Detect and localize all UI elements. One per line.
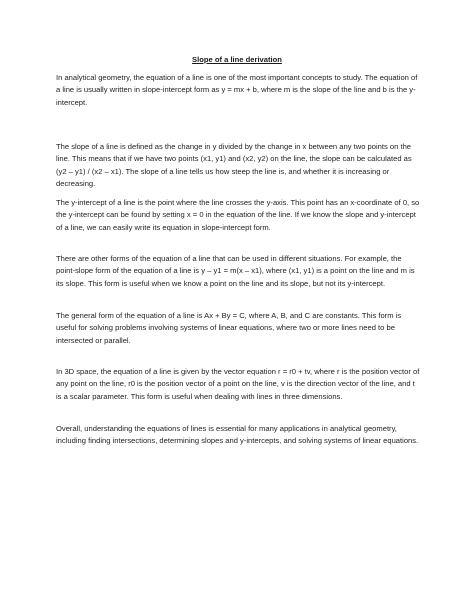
paragraph-slope-definition: The slope of a line is defined as the change in y divided by the change in x between any two points on the line. This means that if we have two points (x1, y1) and (x2, y2) on the line, the slope can be calculated as (y2 – y1) / (x2 – x1). The slope of a line tells us how steep the line is, and whether it is increasing or decreasing. [56, 142, 412, 189]
document-title: Slope of a line derivation [192, 55, 282, 64]
paragraph-intro: In analytical geometry, the equation of a line is one of the most important concepts to study. The equation of a line is usually written in slope-intercept form as y = mx + b, where m is the slope of the line and b is the y-intercept. [56, 73, 418, 107]
paragraph-point-slope-form: There are other forms of the equation of a line that can be used in different situations. For example, the point-slope form of the equation of a line is y – y1 = m(x – x1), where (x1, y1) is a point on the line and m is its slope. This form is useful when we know a point on the line and its slope, but not its y-intercept. [56, 254, 415, 288]
paragraph-conclusion: Overall, understanding the equations of lines is essential for many applications in analytical geometry, including finding intersections, determining slopes and y-intercepts, and solving systems of linear equations. [56, 424, 419, 446]
paragraph-general-form: The general form of the equation of a line is Ax + By = C, where A, B, and C are constants. This form is useful for solving problems involving systems of linear equations, where two or more lines need to be intersected or parallel. [56, 311, 402, 345]
paragraph-y-intercept: The y-intercept of a line is the point where the line crosses the y-axis. This point has an x-coordinate of 0, so the y-intercept can be found by setting x = 0 in the equation of the line. If we know the slope and y-intercept of a line, we can easily write its equation in slope-intercept form. [56, 198, 420, 232]
paragraph-3d-vector-form: In 3D space, the equation of a line is given by the vector equation r = r0 + tv, where r is the position vector of any point on the line, r0 is the position vector of a point on the line, v is the direction vector of the line, and t is a scalar parameter. This form is useful when dealing with lines in three dimensions. [56, 367, 420, 401]
